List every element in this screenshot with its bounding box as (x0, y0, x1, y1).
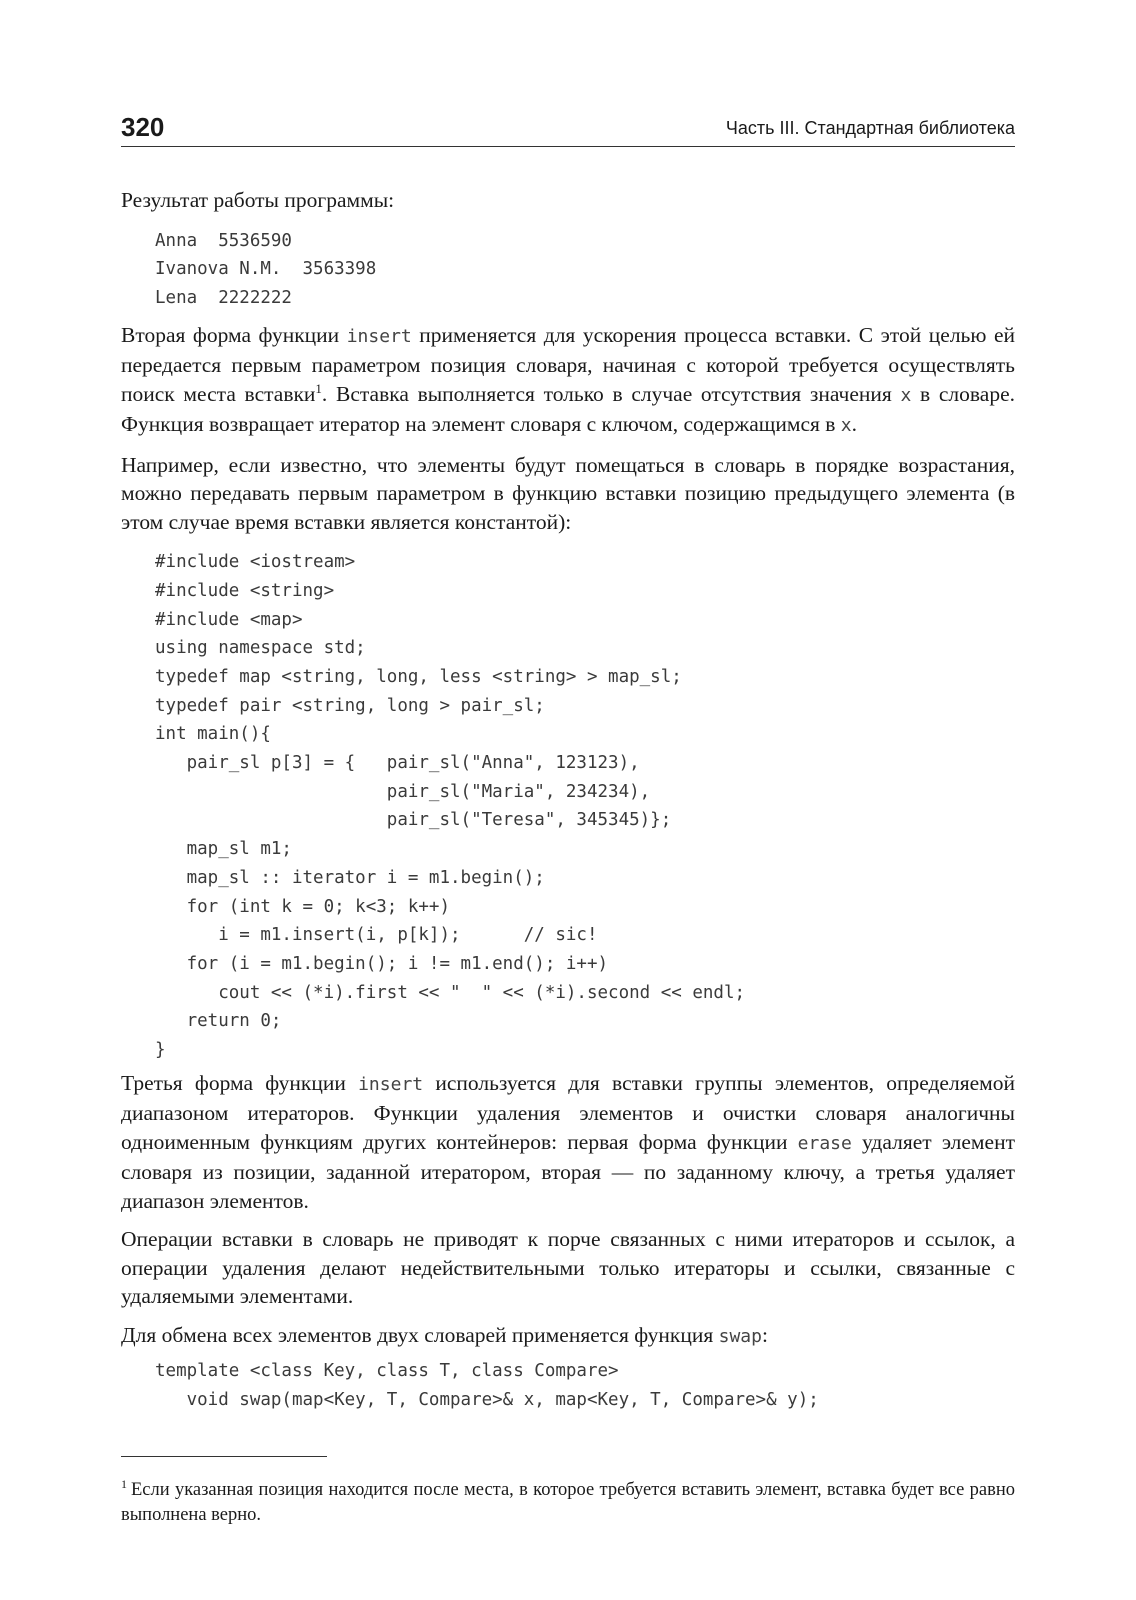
paragraph-swap-intro (121, 1321, 1015, 1352)
text-span: применяется для ускорения процесса вставки. С этой целью ей передается первым параметром позиция словаря, начиная с которой требуется осуществлять поиск места вставки (121, 322, 1015, 406)
code-listing-main: #include <iostream> #include <string> #include <map> using namespace std; typedef map <string, long, less <string> > map_sl; typedef pair <string, long > pair_sl; int main(){ pair_sl p[3] = { pair_sl("Anna", 123123), pair_sl("Maria", 234234), pair_sl("Teresa", 345345)}; map_sl m1; map_sl :: iterator i = m1.begin(); for (int k = 0; k<3; k++) i = m1.insert(i, p[k]); // sic! for (i = m1.begin(); i != m1.end(); i++) cout << (*i).first << " " << (*i).second << endl; return 0; } (155, 552, 746, 1061)
inline-code-erase: erase (797, 1132, 852, 1154)
paragraph-result-intro: Результат работы программы: (121, 188, 395, 212)
footnote (121, 1478, 1015, 1528)
program-output-block: Anna 5536590 Ivanova N.M. 3563398 Lena 2222222 (155, 230, 377, 308)
paragraph-iterator-validity: Операции вставки в словарь не приводят к порче связанных с ними итераторов и ссылок, а операции удаления делают недействительными только итераторы и ссылки, связанные с удаляемыми элементами. (121, 1227, 1015, 1309)
footnote-mark: 1 (121, 1476, 127, 1491)
page-body (121, 186, 1015, 1415)
page-number: 320 (121, 112, 165, 142)
inline-code-x: x (840, 415, 852, 437)
text-span: Третья форма функции (121, 1070, 359, 1095)
text-span: в словаре. Функция возвращает итератор на элемент словаря с ключом, содержащимся в (121, 381, 1015, 437)
running-title: Часть III. Стандартная библиотека (725, 118, 1015, 138)
code-listing-swap: template <class Key, class T, class Compare> void swap(map<Key, T, Compare>& x, map<Key, T, Compare>& y); (155, 1361, 819, 1410)
inline-code-swap: swap (718, 1325, 762, 1347)
text-span: Для обмена всех элементов двух словарей применяется функция (121, 1322, 719, 1347)
text-span: . (851, 412, 858, 437)
inline-code-insert: insert (358, 1073, 424, 1095)
page-header (121, 110, 1015, 147)
paragraph-insert-second-form (121, 321, 1015, 441)
footnote-text: Если указанная позиция находится после места, в которое требуется вставить элемент, вставка будет все равно выполнена верно. (121, 1480, 1015, 1525)
inline-code-insert: insert (346, 325, 412, 347)
text-span: : (761, 1322, 768, 1347)
text-span: Вторая форма функции (121, 322, 347, 347)
footnote-divider (121, 1456, 327, 1457)
text-span: используется для вставки группы элементов, определяемой диапазоном итераторов. Функции удаления элементов и очистки словаря аналогичны одноименным функциям других контейнеров: первая форма функции (121, 1070, 1015, 1154)
inline-code-x: x (900, 384, 912, 406)
footnote-reference: 1 (315, 380, 322, 396)
paragraph-example-intro: Например, если известно, что элементы будут помещаться в словарь в порядке возрастания, можно передавать первым параметром в функцию вставки позицию предыдущего элемента (в этом случае время вставки является константой): (121, 452, 1015, 534)
text-span: удаляет элемент словаря из позиции, заданной итератором, вторая — по заданному ключу, а третья удаляет диапазон элементов. (121, 1129, 1015, 1213)
paragraph-insert-third-form (121, 1069, 1015, 1216)
text-span: . Вставка выполняется только в случае отсутствия значения (321, 381, 901, 406)
